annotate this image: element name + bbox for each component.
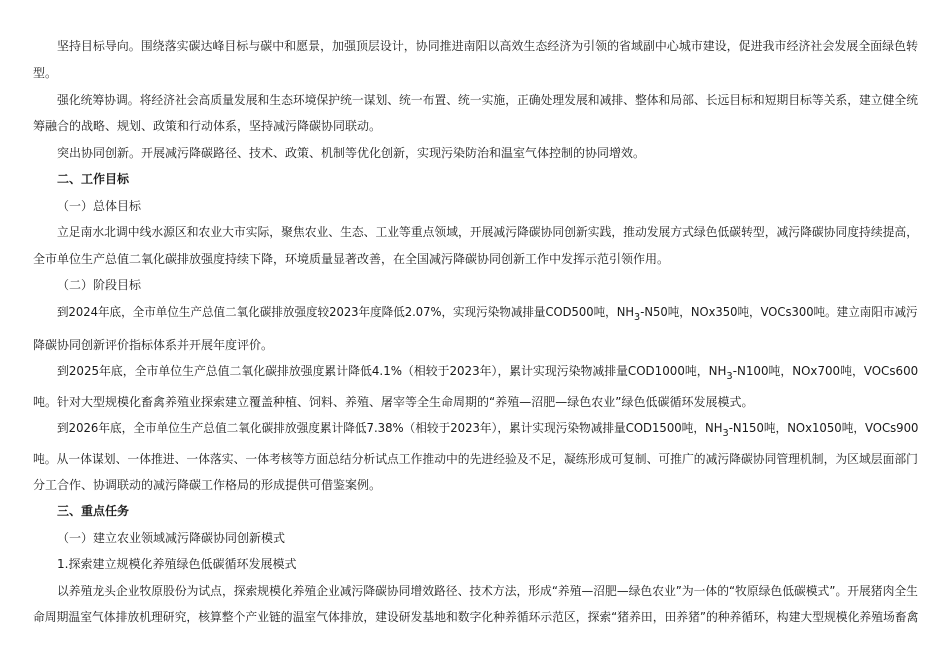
section-heading: 二、工作目标 bbox=[57, 172, 130, 186]
paragraph-line: 吨。针对大型规模化畜禽养殖业探索建立覆盖种植、饲料、养殖、屠宰等全生命周期的“养殖—沼肥—绿色农业”绿色低碳循环发展模式。 bbox=[33, 395, 754, 409]
paragraph-line: 以养殖龙头企业牧原股份为试点，探索规模化养殖企业减污降碳协同增效路径、技术方法，形成“养殖—沼肥—绿色农业”为一体的“牧原绿色低碳模式”。开展猪肉全生 bbox=[57, 584, 918, 598]
paragraph-line: 坚持目标导向。围绕落实碳达峰目标与碳中和愿景，加强顶层设计，协同推进南阳以高效生态经济为引领的省域副中心城市建设，促进我市经济社会发展全面绿色转 bbox=[57, 39, 918, 53]
text-segment: 到2026年底，全市单位生产总值二氧化碳排放强度累计降低7.38%（相较于2023年），累计实现污染物减排量COD1500吨，NH bbox=[57, 421, 723, 435]
section-heading: 三、重点任务 bbox=[57, 504, 130, 518]
paragraph-line: 全市单位生产总值二氧化碳排放强度持续下降，环境质量显著改善，在全国减污降碳协同创新工作中发挥示范引领作用。 bbox=[33, 252, 670, 266]
subscript: 3 bbox=[634, 312, 641, 323]
subsection-heading: （二）阶段目标 bbox=[57, 278, 142, 292]
subscript: 3 bbox=[722, 428, 729, 439]
subsection-heading: （一）建立农业领域减污降碳协同创新模式 bbox=[57, 531, 286, 545]
paragraph-line-with-subscript bbox=[57, 304, 918, 323]
paragraph-line: 立足南水北调中线水源区和农业大市实际，聚焦农业、生态、工业等重点领域，开展减污降碳协同创新实践，推动发展方式绿色低碳转型，减污降碳协同度持续提高， bbox=[57, 225, 919, 239]
subscript: 3 bbox=[726, 371, 733, 382]
paragraph-line: 降碳协同创新评价指标体系并开展年度评价。 bbox=[33, 338, 274, 352]
text-segment: -N100吨，NOx700吨，VOCs600 bbox=[732, 364, 919, 378]
text-segment: -N50吨，NOx350吨，VOCs300吨。建立南阳市减污 bbox=[640, 305, 918, 319]
paragraph-line-with-subscript bbox=[57, 420, 919, 439]
paragraph-line: 吨。从一体谋划、一体推进、一体落实、一体考核等方面总结分析试点工作推动中的先进经验及不足，凝练形成可复制、可推广的减污降碳协同管理机制，为区域层面部门 bbox=[33, 452, 918, 466]
paragraph-line: 命周期温室气体排放机理研究，核算整个产业链的温室气体排放，建设研发基地和数字化种养循环示范区，探索“猪养田，田养猪”的种养循环，构建大型规模化养殖场畜禽 bbox=[33, 610, 919, 624]
paragraph-line: 强化统筹协调。将经济社会高质量发展和生态环境保护统一谋划、统一布置、统一实施，正确处理发展和减排、整体和局部、长远目标和短期目标等关系，建立健全统 bbox=[57, 93, 919, 107]
subsection-heading: （一）总体目标 bbox=[57, 199, 142, 213]
paragraph-line: 分工合作、协调联动的减污降碳工作格局的形成提供可借鉴案例。 bbox=[33, 478, 382, 492]
text-segment: -N150吨，NOx1050吨，VOCs900 bbox=[728, 421, 919, 435]
paragraph-line: 筹融合的战略、规划、政策和行动体系，坚持减污降碳协同联动。 bbox=[33, 119, 382, 133]
paragraph-line: 型。 bbox=[33, 66, 58, 80]
item-heading: 1.探索建立规模化养殖绿色低碳循环发展模式 bbox=[57, 557, 297, 571]
text-segment: 到2024年底，全市单位生产总值二氧化碳排放强度较2023年度降低2.07%，实现污染物减排量COD500吨，NH bbox=[57, 305, 635, 319]
paragraph-line-with-subscript bbox=[57, 363, 919, 382]
text-segment: 到2025年底，全市单位生产总值二氧化碳排放强度累计降低4.1%（相较于2023年），累计实现污染物减排量COD1000吨，NH bbox=[57, 364, 727, 378]
paragraph-line: 突出协同创新。开展减污降碳路径、技术、政策、机制等优化创新，实现污染防治和温室气体控制的协同增效。 bbox=[57, 146, 646, 160]
